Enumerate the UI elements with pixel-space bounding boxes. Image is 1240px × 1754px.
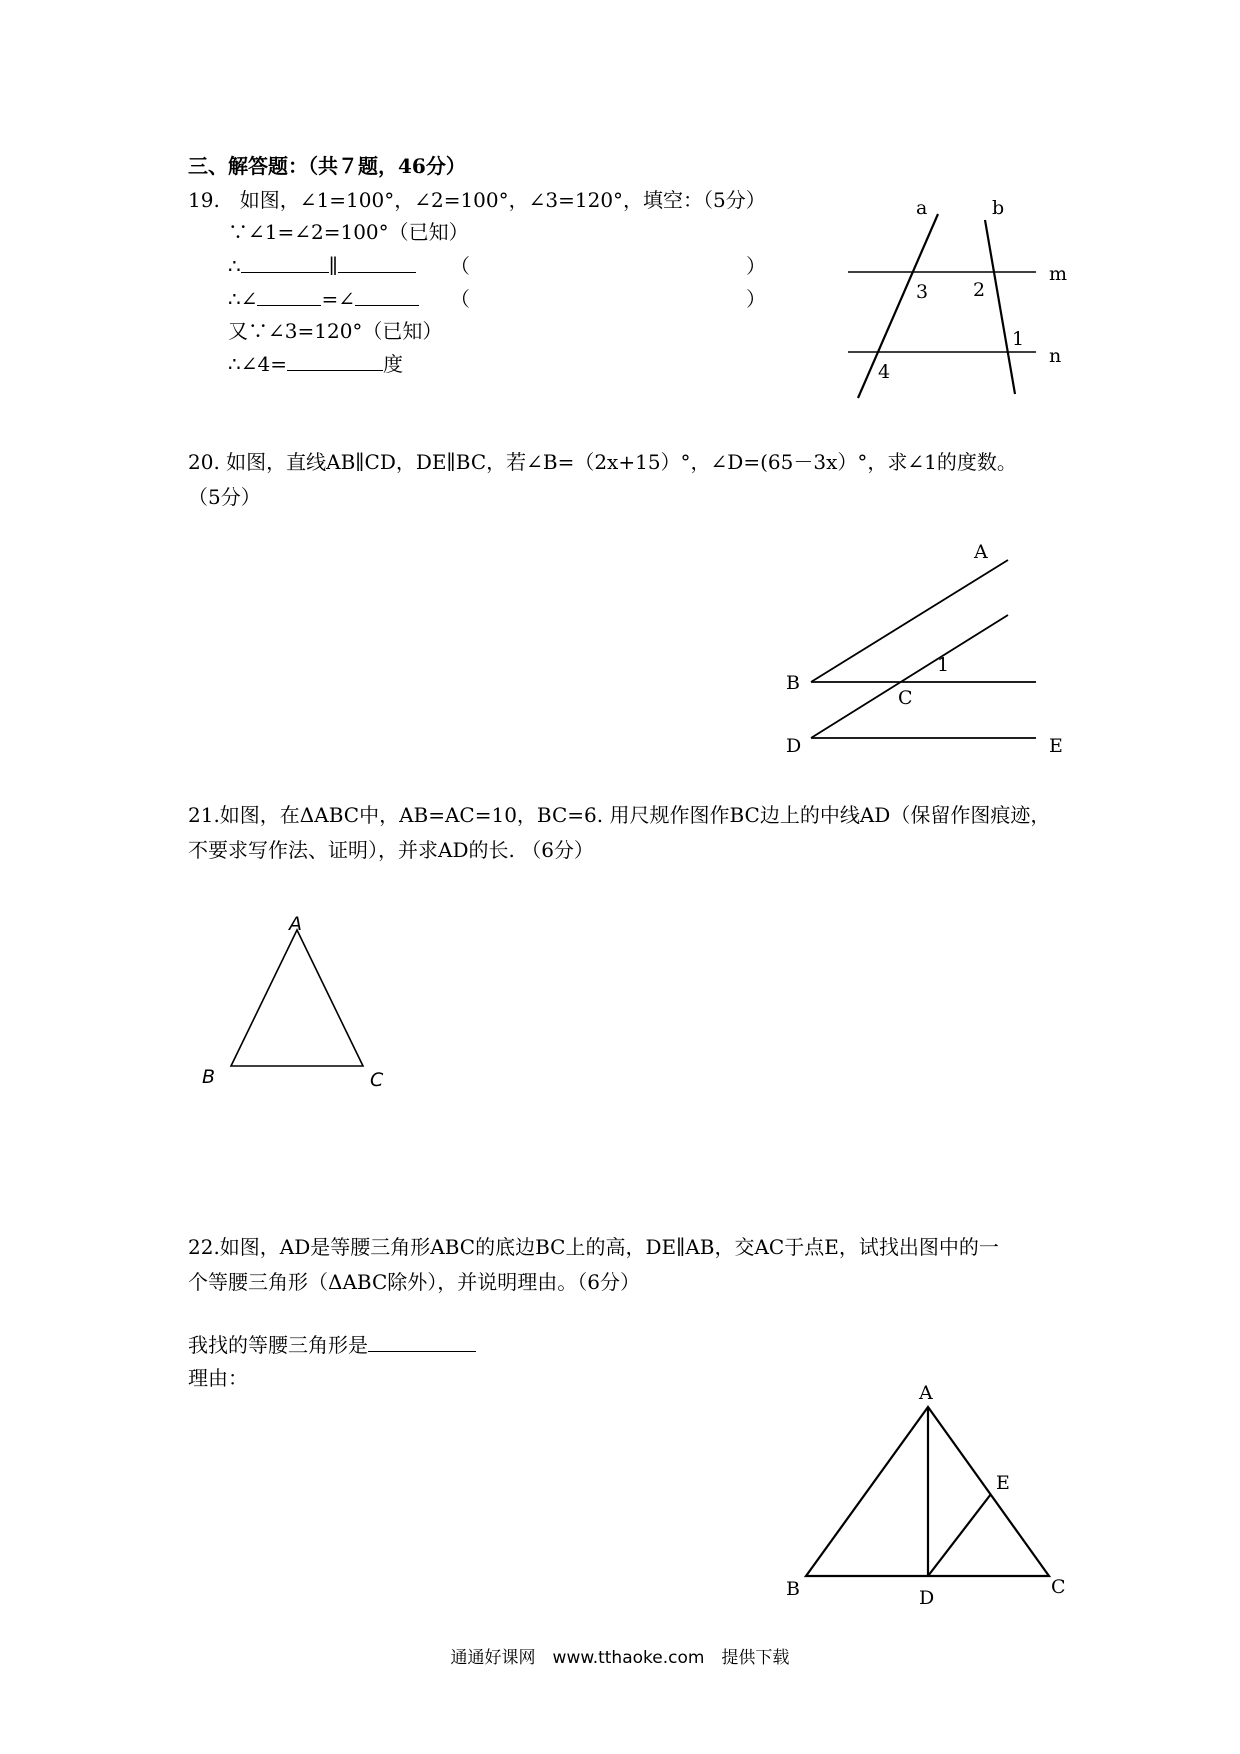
q22-line1: 22.如图，AD是等腰三角形ABC的底边BC上的高，DE∥AB，交AC于点E，试找出图中的一 bbox=[188, 1235, 999, 1259]
q20-label-B: B bbox=[786, 672, 800, 694]
q21-figure bbox=[231, 930, 363, 1066]
q20-line-dc bbox=[811, 615, 1008, 738]
q19-line2-prefix: ∴ bbox=[228, 254, 241, 278]
q22-label-C: C bbox=[1051, 1576, 1066, 1598]
q19-label-n: n bbox=[1049, 345, 1062, 367]
q19-label-a: a bbox=[916, 197, 928, 219]
q22-reason-prompt: 理由： bbox=[188, 1366, 248, 1390]
q21-label-B: B bbox=[202, 1066, 216, 1088]
q19-stem: 19. 如图，∠1=100°，∠2=100°，∠3=120°，填空：（5分） bbox=[188, 188, 766, 212]
q19-line2-parallel: ∥ bbox=[328, 254, 338, 278]
q22-label-D: D bbox=[919, 1587, 935, 1609]
q22-segment-de bbox=[928, 1494, 991, 1576]
q22-figure bbox=[806, 1407, 1049, 1576]
q19-line-b bbox=[985, 220, 1015, 394]
q20-label-D: D bbox=[786, 735, 802, 757]
q21-line2: 不要求写作法、证明），并求AD的长. （6分） bbox=[188, 838, 594, 862]
q20-label-C: C bbox=[898, 687, 913, 709]
q19-line3-eq: =∠ bbox=[321, 287, 355, 311]
q22-answer-prompt: 我找的等腰三角形是 bbox=[188, 1333, 368, 1357]
q21-line1: 21.如图，在ΔABC中，AB=AC=10，BC=6. 用尺规作图作BC边上的中线AD（保留作图痕迹， bbox=[188, 803, 1051, 827]
q22-label-A: A bbox=[919, 1382, 933, 1404]
q19-line5-suffix: 度 bbox=[382, 352, 403, 376]
q19-label-b: b bbox=[992, 197, 1005, 219]
q19-label-3: 3 bbox=[916, 281, 929, 303]
q19-label-4: 4 bbox=[878, 361, 891, 383]
q19-figure bbox=[848, 214, 1036, 398]
q20-line-ab bbox=[811, 560, 1008, 682]
q20-label-1: 1 bbox=[937, 654, 950, 676]
q20-label-E: E bbox=[1049, 735, 1063, 757]
q19-label-m: m bbox=[1049, 263, 1068, 285]
q19-line2-paren-open: （ bbox=[450, 254, 470, 278]
q19-line1: ∵∠1=∠2=100°（已知） bbox=[228, 220, 469, 244]
q19-line5-prefix: ∴∠4= bbox=[228, 352, 287, 376]
q20-figure bbox=[811, 560, 1036, 738]
q19-label-2: 2 bbox=[973, 279, 986, 301]
q19-label-1: 1 bbox=[1012, 328, 1025, 350]
q20-label-A: A bbox=[974, 541, 988, 563]
q19-line3-prefix: ∴∠ bbox=[228, 287, 258, 311]
q22-label-B: B bbox=[786, 1578, 800, 1600]
q22-label-E: E bbox=[996, 1472, 1010, 1494]
section-title: 三、解答题：（共７题，46分） bbox=[188, 154, 466, 178]
q19-line3-paren-open: （ bbox=[450, 287, 470, 311]
q19-line4: 又∵∠3=120°（已知） bbox=[228, 319, 443, 343]
q20-line1: 20. 如图，直线AB∥CD，DE∥BC，若∠B=（2x+15）°，∠D=(65－3x）°，求∠1的度数。 bbox=[188, 450, 1017, 474]
q21-triangle bbox=[231, 930, 363, 1066]
q19-line-a bbox=[858, 214, 938, 398]
q21-label-C: C bbox=[370, 1069, 384, 1091]
q20-line2: （5分） bbox=[188, 485, 261, 509]
q22-line2: 个等腰三角形（ΔABC除外），并说明理由。（6分） bbox=[188, 1270, 640, 1294]
q19-line2-paren-close: ） bbox=[746, 254, 766, 278]
q21-label-A: A bbox=[289, 913, 302, 935]
page-footer: 通通好课网 www.tthaoke.com 提供下载 bbox=[450, 1648, 790, 1668]
q19-line3-paren-close: ） bbox=[746, 287, 766, 311]
